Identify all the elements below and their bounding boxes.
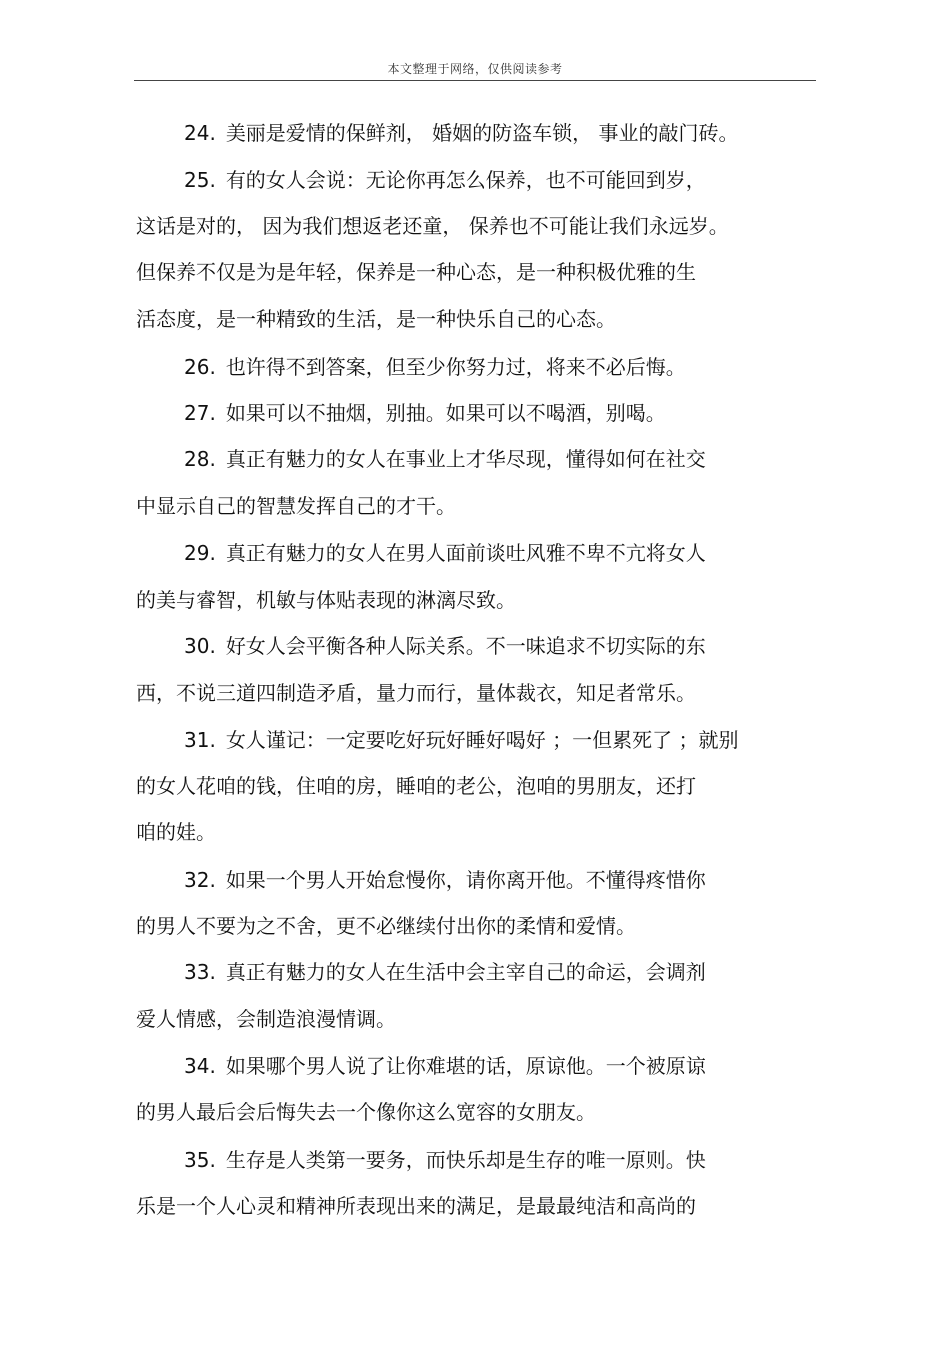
paragraph-35-line-1 <box>184 1146 706 1174</box>
paragraph-27-line-1 <box>184 399 666 427</box>
paragraph-31-line-3: 咱的娃。 <box>136 820 216 844</box>
header-divider <box>134 80 816 81</box>
line-text: 如果一个男人开始怠慢你，请你离开他。不懂得疼惜你 <box>225 868 706 892</box>
paragraph-34-line-2: 的男人最后会后悔失去一个像你这么宽容的女朋友。 <box>136 1100 596 1124</box>
paragraph-33-line-2: 爱人情感，会制造浪漫情调。 <box>136 1007 396 1031</box>
paragraph-34-line-1 <box>184 1052 706 1080</box>
paragraph-24-line-1 <box>184 119 739 147</box>
item-number: 25. <box>184 168 216 192</box>
paragraph-25-line-2: 这话是对的， 因为我们想返老还童， 保养也不可能让我们永远岁。 <box>136 214 729 238</box>
item-number: 29. <box>184 541 216 565</box>
paragraph-28-line-2: 中显示自己的智慧发挥自己的才干。 <box>136 494 456 518</box>
item-number: 26. <box>184 355 216 379</box>
item-number: 35. <box>184 1148 216 1172</box>
line-text: 生存是人类第一要务，而快乐却是生存的唯一原则。快 <box>225 1148 706 1172</box>
item-number: 27. <box>184 401 216 425</box>
paragraph-25-line-1 <box>184 166 706 194</box>
item-number: 31. <box>184 728 216 752</box>
paragraph-30-line-1 <box>184 632 706 660</box>
item-number: 24. <box>184 121 216 145</box>
paragraph-31-line-1 <box>184 726 739 754</box>
line-text: 也许得不到答案，但至少你努力过，将来不必后悔。 <box>225 355 686 379</box>
item-number: 33. <box>184 960 216 984</box>
line-text: 女人谨记：一定要吃好玩好睡好喝好 ；一但累死了 ；就别 <box>225 728 739 752</box>
line-text: 真正有魅力的女人在生活中会主宰自己的命运，会调剂 <box>225 960 706 984</box>
line-text: 如果可以不抽烟，别抽。如果可以不喝酒，别喝。 <box>225 401 666 425</box>
paragraph-31-line-2: 的女人花咱的钱，住咱的房，睡咱的老公，泡咱的男朋友，还打 <box>136 774 696 798</box>
paragraph-26-line-1 <box>184 353 686 381</box>
item-number: 34. <box>184 1054 216 1078</box>
paragraph-32-line-2: 的男人不要为之不舍，更不必继续付出你的柔情和爱情。 <box>136 914 636 938</box>
item-number: 28. <box>184 447 216 471</box>
line-text: 如果哪个男人说了让你难堪的话，原谅他。一个被原谅 <box>225 1054 706 1078</box>
line-text: 美丽是爱情的保鲜剂， 婚姻的防盗车锁， 事业的敲门砖。 <box>225 121 739 145</box>
paragraph-29-line-1 <box>184 539 706 567</box>
line-text: 真正有魅力的女人在男人面前谈吐风雅不卑不亢将女人 <box>225 541 706 565</box>
line-text: 有的女人会说：无论你再怎么保养，也不可能回到岁， <box>225 168 706 192</box>
paragraph-28-line-1 <box>184 445 706 473</box>
paragraph-33-line-1 <box>184 958 706 986</box>
paragraph-25-line-4: 活态度，是一种精致的生活，是一种快乐自己的心态。 <box>136 307 616 331</box>
paragraph-35-line-2: 乐是一个人心灵和精神所表现出来的满足，是最最纯洁和高尚的 <box>136 1194 696 1218</box>
item-number: 30. <box>184 634 216 658</box>
paragraph-25-line-3: 但保养不仅是为是年轻，保养是一种心态，是一种积极优雅的生 <box>136 260 696 284</box>
page-header: 本文整理于网络，仅供阅读参考 <box>387 62 563 76</box>
line-text: 好女人会平衡各种人际关系。不一味追求不切实际的东 <box>225 634 706 658</box>
paragraph-30-line-2: 西，不说三道四制造矛盾，量力而行，量体裁衣，知足者常乐。 <box>136 681 696 705</box>
paragraph-29-line-2: 的美与睿智，机敏与体贴表现的淋漓尽致。 <box>136 588 516 612</box>
item-number: 32. <box>184 868 216 892</box>
paragraph-32-line-1 <box>184 866 706 894</box>
line-text: 真正有魅力的女人在事业上才华尽现，懂得如何在社交 <box>225 447 706 471</box>
